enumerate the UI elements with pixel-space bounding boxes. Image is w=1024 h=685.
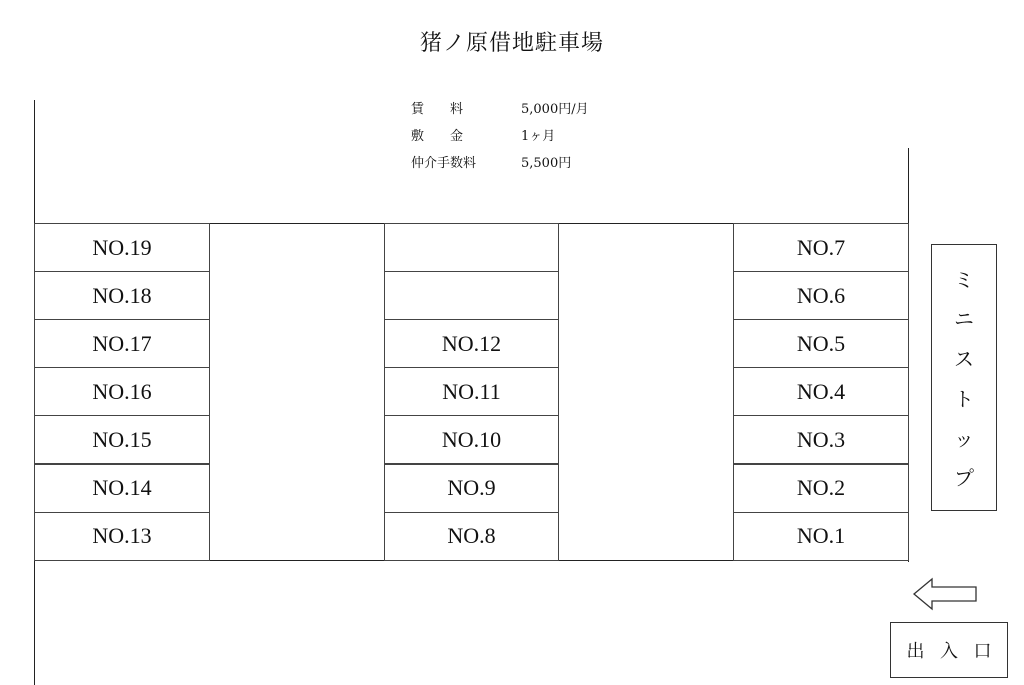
store-char: ッ [954,426,974,451]
parking-slot: NO.15 [34,415,210,464]
parking-slot: NO.9 [384,464,559,513]
store-char: ニ [954,307,974,332]
parking-slot: NO.6 [733,271,909,320]
entrance-char: 出 [906,641,925,662]
parking-slot: NO.14 [34,464,210,513]
parking-slot: NO.18 [34,271,210,320]
parking-slot: NO.2 [733,464,909,513]
parking-slot [384,223,559,272]
ministop-store [931,244,997,511]
store-char: プ [954,466,974,491]
entrance-box [890,622,1008,678]
parking-slot: NO.7 [733,223,909,272]
fee-value: 5,500円 [521,156,572,171]
page-title: 猪ノ原借地駐車場 [419,31,604,56]
parking-slot: NO.4 [733,367,909,416]
fee-row-rent [411,96,589,123]
entrance-char: 口 [973,641,992,662]
fee-label: 仲介手数料 [411,156,477,171]
parking-slot: NO.1 [733,512,909,561]
fee-value: 1ヶ月 [521,129,556,144]
store-char: ミ [954,267,974,292]
parking-slot: NO.10 [384,415,559,464]
parking-slot [384,271,559,320]
store-char: ト [954,386,974,411]
fee-row-commission [411,150,589,177]
parking-slot: NO.13 [34,512,210,561]
fee-row-deposit [411,123,589,150]
fee-value: 5,000円/月 [521,102,589,117]
fee-table [411,96,589,177]
store-char: ス [954,347,974,372]
parking-slot: NO.12 [384,319,559,368]
parking-slot: NO.8 [384,512,559,561]
parking-slot: NO.5 [733,319,909,368]
parking-slot: NO.3 [733,415,909,464]
parking-slot: NO.19 [34,223,210,272]
fee-label: 敷 金 [411,129,464,144]
fee-label: 賃 料 [411,102,464,117]
parking-slot: NO.11 [384,367,559,416]
parking-slot: NO.16 [34,367,210,416]
arrow-left-icon [912,577,978,611]
parking-slot: NO.17 [34,319,210,368]
entrance-char: 入 [940,641,958,662]
